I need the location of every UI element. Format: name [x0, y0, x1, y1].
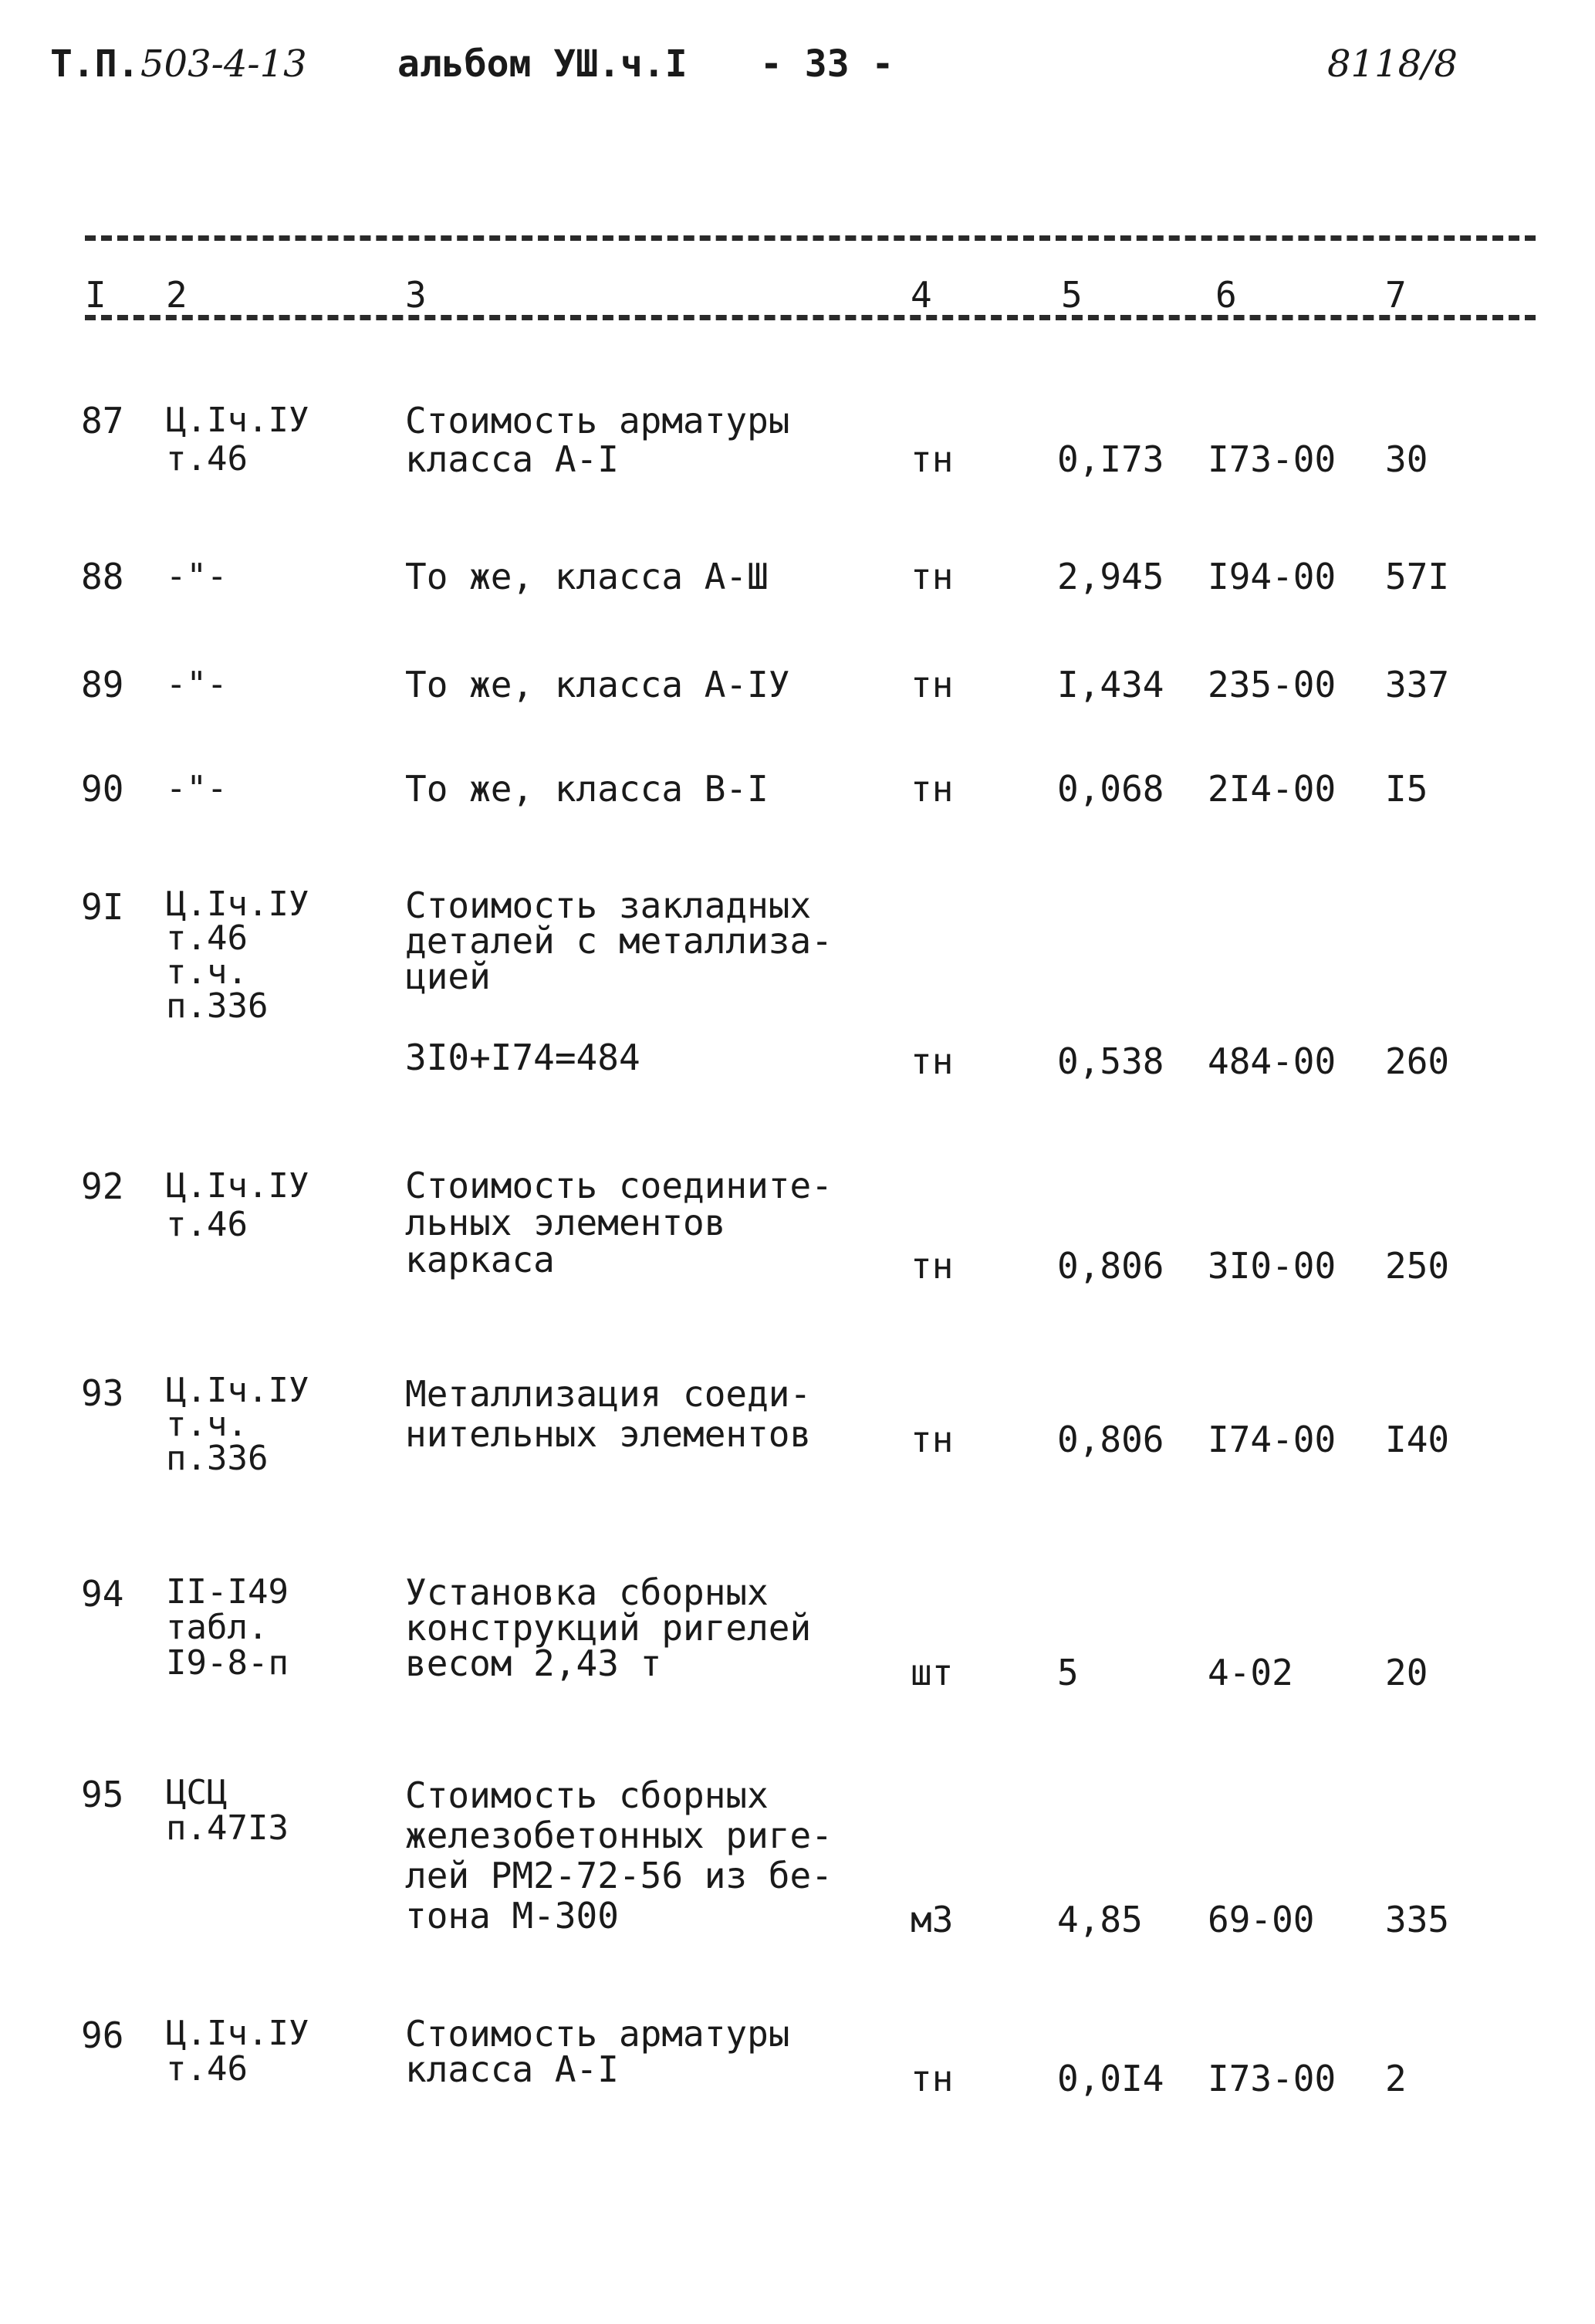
row-unit-price: 484-00 — [1208, 1040, 1336, 1082]
row-number: 89 — [81, 664, 124, 705]
row-reference: Ц.Iч.IУ т.46 — [166, 401, 309, 479]
row-description: То же, класса А-IУ — [405, 664, 790, 705]
row-description: То же, класса А-Ш — [405, 556, 769, 597]
row-quantity: 0,806 — [1057, 1419, 1164, 1460]
row-total: 337 — [1385, 664, 1450, 705]
row-reference: Ц.Iч.IУ т.ч. п.336 — [166, 1371, 309, 1478]
row-reference: Ц.Iч.IУ т.46 т.ч. п.336 — [166, 885, 309, 1026]
row-description: Установка сборных конструкций ригелей весом 2,43 т — [405, 1571, 812, 1684]
row-total: 20 — [1385, 1652, 1428, 1693]
page-number: - 33 - — [760, 42, 894, 86]
row-quantity: 0,068 — [1057, 768, 1164, 810]
col-header-6: 6 — [1215, 274, 1237, 316]
row-total: 57I — [1385, 556, 1450, 597]
row-number: 92 — [81, 1165, 124, 1207]
row-unit: тн — [911, 438, 954, 480]
row-unit-price: 69-00 — [1208, 1899, 1315, 1940]
header-rule-bottom — [85, 315, 1536, 320]
row-reference: -"- — [166, 665, 228, 704]
row-quantity: I,434 — [1057, 664, 1164, 705]
album-label: альбом УШ.ч.I — [397, 42, 688, 86]
col-header-5: 5 — [1061, 274, 1083, 316]
row-total: 250 — [1385, 1245, 1450, 1287]
row-unit: шт — [911, 1652, 954, 1693]
row-total: 30 — [1385, 438, 1428, 480]
row-unit-price: 3I0-00 — [1208, 1245, 1336, 1287]
col-header-7: 7 — [1385, 274, 1407, 316]
row-number: 94 — [81, 1573, 124, 1615]
row-quantity: 0,0I4 — [1057, 2058, 1164, 2099]
row-number: 95 — [81, 1774, 124, 1815]
tp-number: 503-4-13 — [140, 42, 307, 86]
row-quantity: 5 — [1057, 1652, 1079, 1693]
col-header-4: 4 — [911, 274, 932, 316]
row-unit: тн — [911, 556, 954, 597]
col-header-3: 3 — [405, 274, 427, 316]
row-unit-price: 4-02 — [1208, 1652, 1293, 1693]
row-unit-price: I73-00 — [1208, 438, 1336, 480]
row-reference: Ц.Iч.IУ т.46 — [166, 1166, 309, 1244]
row-unit: тн — [911, 768, 954, 810]
row-unit: тн — [911, 1419, 954, 1460]
row-quantity: 2,945 — [1057, 556, 1164, 597]
row-description: Стоимость сборных железобетонных риге- лей РМ2-72-56 из бе- тона М-300 — [405, 1774, 833, 1937]
row-reference: -"- — [166, 769, 228, 808]
row-number: 93 — [81, 1372, 124, 1414]
row-quantity: 4,85 — [1057, 1899, 1143, 1940]
row-reference: Ц.Iч.IУ т.46 — [166, 2014, 309, 2089]
row-reference: ЦСЦ п.47I3 — [166, 1773, 289, 1848]
row-total: I40 — [1385, 1419, 1450, 1460]
tp-label: Т.П. — [50, 42, 140, 86]
row-reference: II-I49 табл. I9-8-п — [166, 1572, 289, 1683]
row-quantity: 0,806 — [1057, 1245, 1164, 1287]
row-unit-price: I74-00 — [1208, 1419, 1336, 1460]
row-number: 9I — [81, 886, 124, 928]
row-unit: тн — [911, 2058, 954, 2099]
row-description: Металлизация соеди- нительных элементов — [405, 1373, 812, 1455]
col-header-2: 2 — [166, 274, 188, 316]
row-unit-price: 235-00 — [1208, 664, 1336, 705]
row-description: То же, класса В-I — [405, 768, 769, 810]
row-unit: тн — [911, 1040, 954, 1082]
row-unit: тн — [911, 664, 954, 705]
col-header-1: I — [85, 274, 106, 316]
row-number: 88 — [81, 556, 124, 597]
row-unit-price: I73-00 — [1208, 2058, 1336, 2099]
header-rule-top — [85, 235, 1536, 241]
row-number: 90 — [81, 768, 124, 810]
doc-code: 8118/8 — [1327, 42, 1458, 86]
row-reference: -"- — [166, 556, 228, 596]
row-unit: тн — [911, 1245, 954, 1287]
row-description: Стоимость арматуры класса А-I — [405, 400, 790, 480]
row-unit-price: I94-00 — [1208, 556, 1336, 597]
row-unit: м3 — [911, 1899, 954, 1940]
row-total: 260 — [1385, 1040, 1450, 1082]
row-quantity: 0,538 — [1057, 1040, 1164, 1082]
row-number: 96 — [81, 2014, 124, 2056]
row-total: I5 — [1385, 768, 1428, 810]
row-unit-price: 2I4-00 — [1208, 768, 1336, 810]
row-formula: 3I0+I74=484 — [405, 1037, 640, 1078]
row-description: Стоимость арматуры класса А-I — [405, 2013, 790, 2090]
row-quantity: 0,I73 — [1057, 438, 1164, 480]
row-description: Стоимость соедините- льных элементов каркаса — [405, 1165, 833, 1280]
row-total: 2 — [1385, 2058, 1407, 2099]
row-description: Стоимость закладных деталей с металлиза- цией — [405, 885, 833, 997]
row-number: 87 — [81, 400, 124, 441]
row-total: 335 — [1385, 1899, 1450, 1940]
